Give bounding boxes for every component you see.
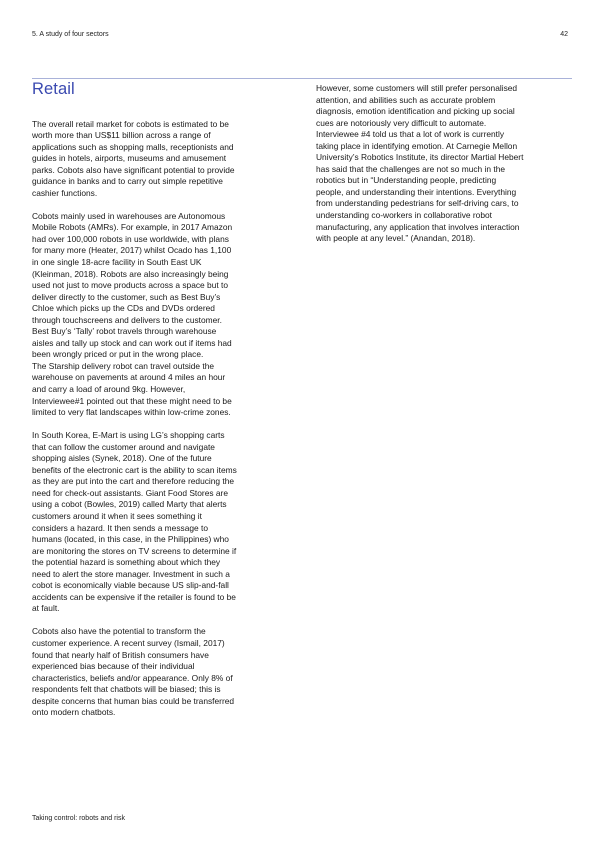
section-title: Retail	[32, 80, 75, 98]
page-number: 42	[560, 31, 568, 38]
running-head: 5. A study of four sectors	[32, 31, 109, 38]
page-footer: Taking control: robots and risk	[32, 815, 125, 822]
paragraph-market-size: The overall retail market for cobots is estimated to be worth more than US$11 billion across a range of applications such as shopping malls, receptionists and guides in hotels, airports, museums and amusement parks. Cobots also have significant potential to provide guidance in banks and to carry out simple repetitive cashier functions.	[32, 118, 235, 198]
section-divider	[32, 78, 572, 79]
paragraph-customer-experience: Cobots also have the potential to transform the customer experience. A recent survey (Ismail, 2017) found that nearly half of British consumers have experienced bias because of their individual characteristics, beliefs and/or appearance. Only 8% of respondents felt that chatbots will be biased; this is despite concerns that human bias could be transferred onto modern chatbots.	[32, 626, 235, 718]
paragraph-personalised-attention: However, some customers will still prefer personalised attention, and abilities such as accurate problem diagnosis, emotion identification and picking up social cues are notoriously very difficult to automate. Interviewee #4 told us that a lot of work is currently taking place in identifying emotion. At Carnegie Mellon University’s Robotics Institute, its director Martial Hebert has said that the challenges are not so much in the robotics but in “Understanding people, predicting people, and understanding their intentions. Everything from understanding pedestrians for self-driving cars, to understanding co-workers in collaborative robot manufacturing, any application that involves interaction with people at any level.” (Anandan, 2018).	[316, 83, 524, 244]
left-column	[32, 119, 292, 731]
paragraph-warehouse-robots: Cobots mainly used in warehouses are Autonomous Mobile Robots (AMRs). For example, in 2017 Amazon had over 100,000 robots in use worldwide, with plans for many more (Heater, 2017) whilst Ocado has 1,100 in one single 18-acre facility in South East UK (Kleinman, 2018). Robots are also increasingly being used not just to move products across a space but to deliver directly to the customer, such as Best Buy’s Chloe which picks up the CDs and DVDs ordered through touchscreens and delivers to the customer. Best Buy’s ‘Tally’ robot travels through warehouse aisles and tally up stock and can work out if items had been wrongly priced or put in the wrong place. The Starship delivery robot can travel outside the warehouse on pavements at around 4 miles an hour and carry a load of around 9kg. However, Interviewee#1 pointed out that these might need to be limited to very flat landscapes within low-crime zones.	[32, 210, 233, 418]
paragraph-shopping-carts: In South Korea, E-Mart is using LG’s shopping carts that can follow the customer around and navigate shopping aisles (Synek, 2018). One of the future benefits of the electronic cart is the ability to scan items as they are put into the cart and therefore reducing the need for check-out assistants. Giant Food Stores are using a cobot (Bowles, 2019) called Marty that alerts customers around it when it sees something it considers a hazard. It then sends a message to humans (located, in this case, in the Philippines) who are monitoring the stores on TV screens to determine if the potential hazard is something about which they need to alert the store manager. Investment in such a cobot is economically viable because US slip-and-fall accidents can be expensive if the retailer is found to be at fault.	[32, 430, 237, 614]
right-column	[316, 83, 584, 256]
